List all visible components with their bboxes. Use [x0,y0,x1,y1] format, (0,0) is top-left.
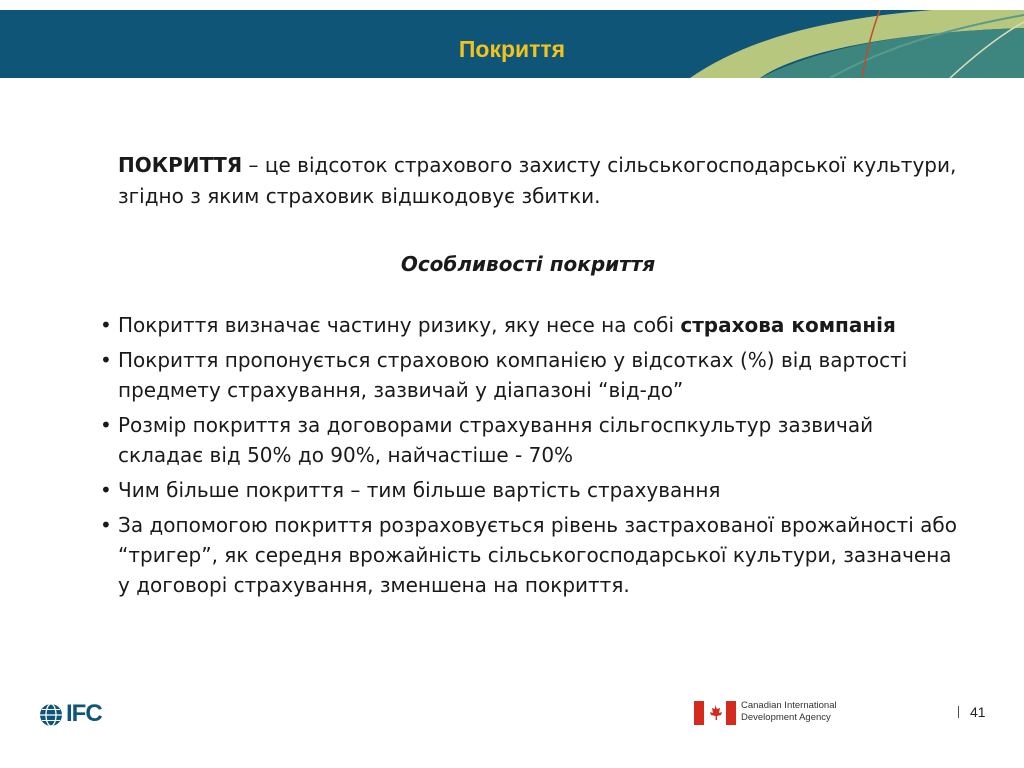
cida-line-2: Development Agency [741,712,831,723]
canada-flag-icon [694,701,736,725]
bullet-item [100,410,960,470]
section-subtitle: Особливості покриття [400,252,656,276]
ifc-logo: IFC [66,700,102,727]
bullet-text: Покриття визначає частину ризику, яку несе на собі [118,313,681,337]
cida-label [741,700,861,724]
bullet-item [100,345,960,405]
bullet-item [100,475,960,505]
definition-paragraph [118,150,958,212]
slide-title: Покриття [458,36,566,62]
bullet-dot: • [100,348,112,372]
bullet-dot: • [100,478,112,502]
definition-term: ПОКРИТТЯ [118,153,243,177]
bullet-text: За допомогою покриття розраховується рівень застрахованої врожайності або “тригер”, як середня врожайність сільськогосподарської культури, зазначена у договорі страхування, зменшена на покриття. [118,513,957,597]
cida-line-1: Canadian International [741,700,837,711]
definition-text: – це відсоток страхового захисту сільськогосподарської культури, згідно з яким страховик відшкодовує збитки. [118,153,957,208]
page-number: 41 [970,704,986,720]
bullet-text: Покриття пропонується страховою компанією у відсотках (%) від вартості предмету страхування, зазвичай у діапазоні “від-до” [118,348,908,402]
bullet-bold-text: страхова компанія [680,313,896,337]
page-number-separator [958,706,959,718]
bullet-dot: • [100,313,112,337]
bullet-dot: • [100,413,112,437]
bullet-text: Розмір покриття за договорами страхування сільгоспкультур зазвичай складає від 50% до 90%, найчастіше - 70% [118,413,874,467]
bullet-item [100,510,960,600]
bullet-list [100,310,960,605]
slide-header [0,10,1024,78]
bullet-item [100,310,960,340]
globe-icon [38,702,64,728]
bullet-text: Чим більше покриття – тим більше вартість страхування [118,478,721,502]
bullet-dot: • [100,513,112,537]
